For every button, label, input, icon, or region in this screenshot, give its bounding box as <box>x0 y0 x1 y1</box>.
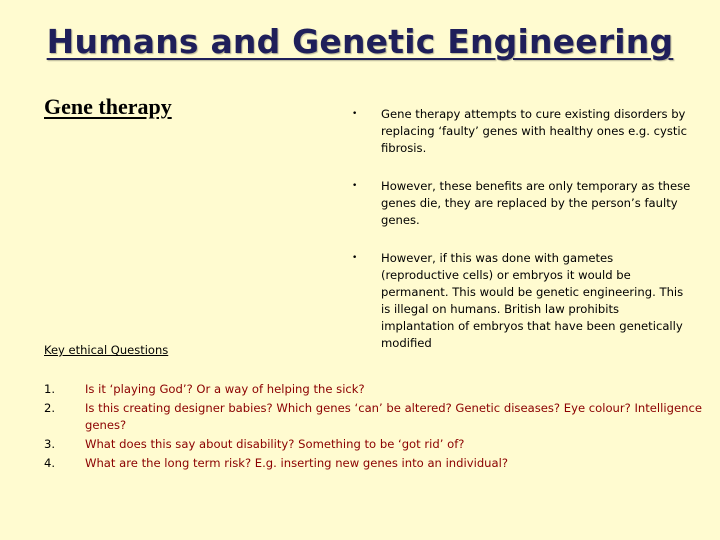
question-item <box>44 436 702 453</box>
question-text: What are the long term risk? E.g. inserting new genes into an individual? <box>85 456 509 470</box>
bullet-item <box>352 250 692 352</box>
question-item <box>44 455 702 472</box>
bullet-icon: • <box>352 253 358 263</box>
bullet-icon: • <box>352 109 358 119</box>
question-number: 1. <box>44 382 56 396</box>
bullet-icon: • <box>352 181 358 191</box>
bullet-text: However, if this was done with gametes (reproductive cells) or embryos it would be permanent. This would be genetic engineering. This is illegal on humans. British law prohibits implantation of embryos that have been genetically modified <box>381 251 684 350</box>
question-list <box>44 381 702 474</box>
bullet-item <box>352 178 692 229</box>
question-number: 4. <box>44 456 56 470</box>
question-item <box>44 381 702 398</box>
bullet-text: Gene therapy attempts to cure existing disorders by replacing ‘faulty’ genes with healthy ones e.g. cystic fibrosis. <box>381 107 688 155</box>
question-item <box>44 400 702 434</box>
question-number: 3. <box>44 437 56 451</box>
question-text: Is this creating designer babies? Which genes ‘can’ be altered? Genetic diseases? Eye colour? Intelligence genes? <box>85 401 702 432</box>
bullet-list <box>352 106 692 373</box>
question-text: What does this say about disability? Something to be ‘got rid’ of? <box>85 437 465 451</box>
question-text: Is it ‘playing God’? Or a way of helping the sick? <box>85 382 365 396</box>
section-subtitle: Gene therapy <box>44 94 172 119</box>
page-title: Humans and Genetic Engineering <box>46 22 674 61</box>
key-questions-heading: Key ethical Questions <box>44 343 169 357</box>
question-number: 2. <box>44 401 56 415</box>
bullet-item <box>352 106 692 157</box>
bullet-text: However, these benefits are only temporary as these genes die, they are replaced by the person’s faulty genes. <box>381 179 691 227</box>
